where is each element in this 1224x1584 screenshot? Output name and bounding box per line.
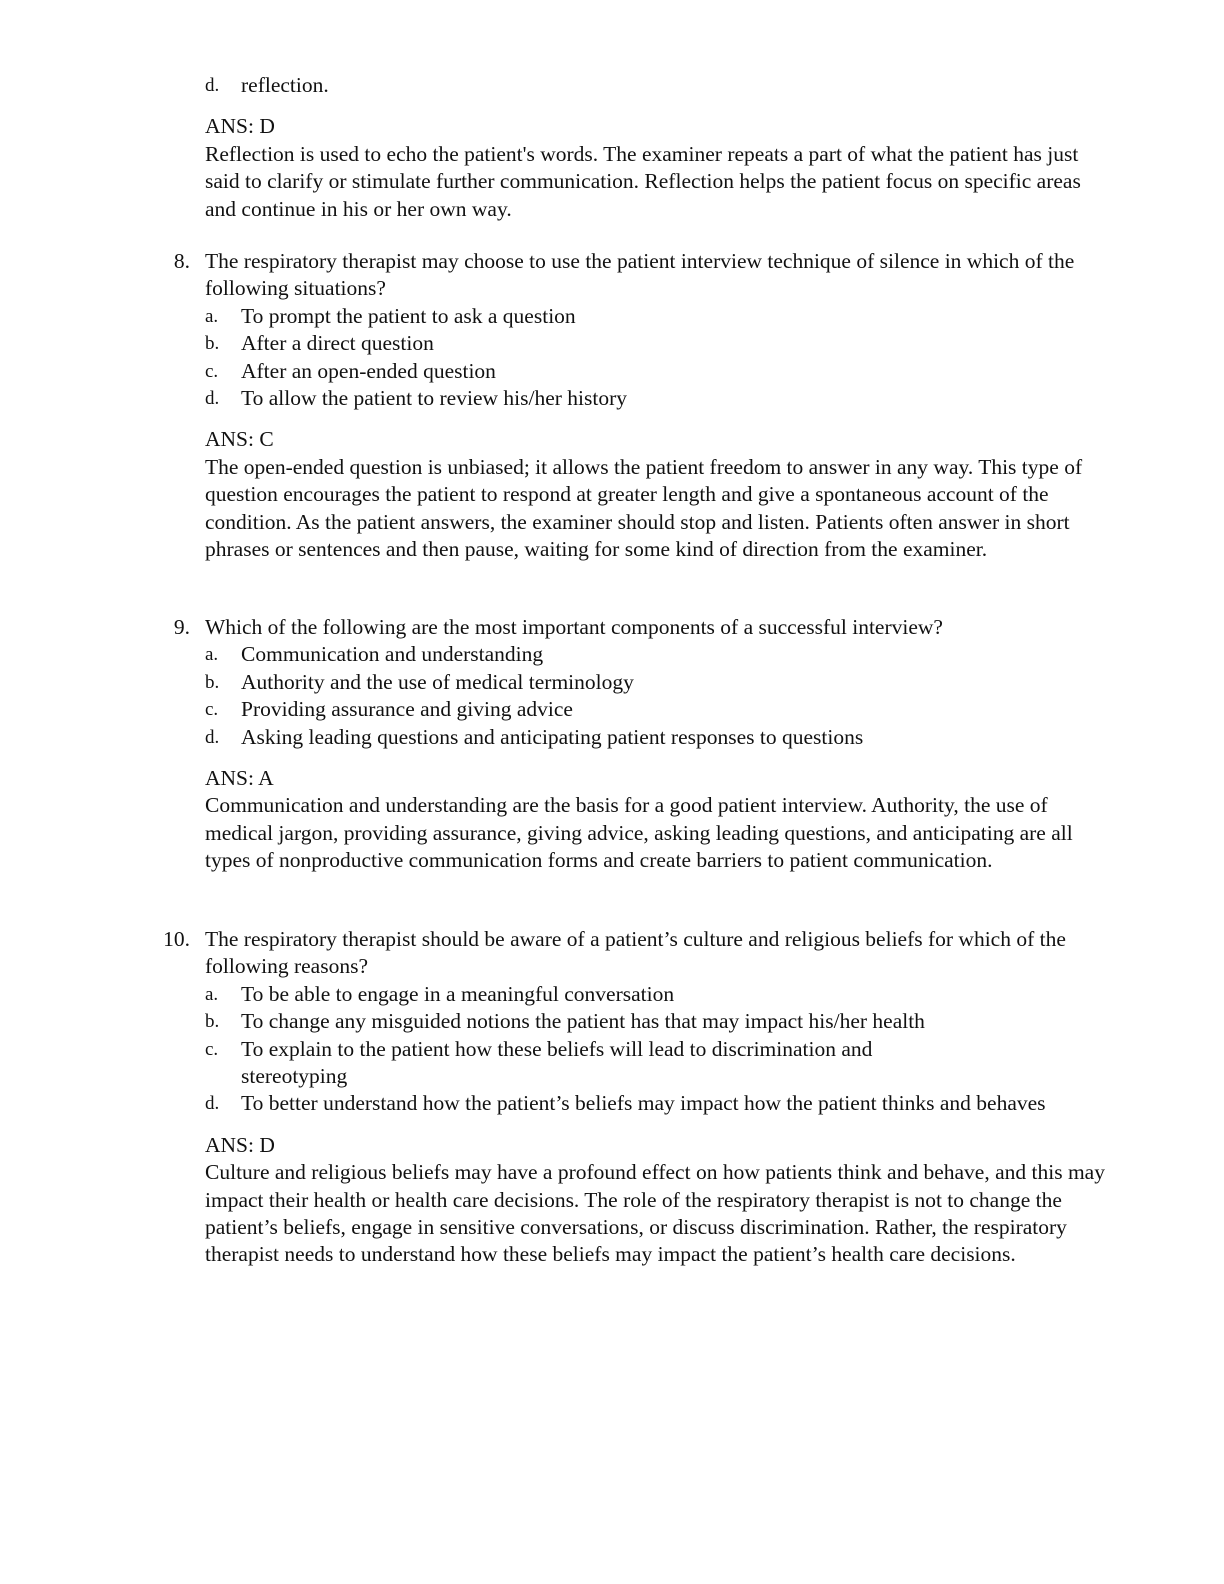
option-text: After a direct question <box>241 331 434 356</box>
prev-question-tail <box>205 72 1115 223</box>
question-10 <box>205 926 1115 1269</box>
option-text: To prompt the patient to ask a question <box>241 303 576 328</box>
option-d <box>205 385 1115 412</box>
rationale: Reflection is used to echo the patient's words. The examiner repeats a part of what the patient has just said to clarify or stimulate further communication. Reflection helps the patient focus on specific areas and continue in his or her own way. <box>205 141 1081 221</box>
option-letter: d. <box>205 1093 220 1115</box>
option-letter: d. <box>205 75 220 96</box>
option-text: To allow the patient to review his/her history <box>241 386 628 411</box>
option-c <box>205 358 1115 385</box>
option-text: Authority and the use of medical terminology <box>241 669 634 694</box>
question-number: 8. <box>173 249 190 273</box>
option-d <box>205 724 1115 751</box>
question-text: Which of the following are the most important components of a successful interview? <box>205 615 943 639</box>
option-letter: a. <box>205 983 219 1005</box>
answer-block <box>205 113 1115 223</box>
option-text: To change any misguided notions the patient has that may impact his/her health <box>241 1009 925 1034</box>
option-letter: d. <box>205 726 220 748</box>
question-9 <box>205 614 1115 875</box>
option-text: Asking leading questions and anticipating patient responses to questions <box>241 724 864 749</box>
question-number: 10. <box>163 927 190 951</box>
option-b <box>205 330 1115 357</box>
answer-block <box>205 1132 1115 1269</box>
option-c <box>205 696 1115 723</box>
option-c <box>205 1036 981 1091</box>
option-letter: b. <box>205 671 220 693</box>
option-text: To be able to engage in a meaningful conversation <box>241 981 675 1006</box>
option-b <box>205 1008 1115 1035</box>
option-letter: c. <box>205 699 219 721</box>
answer-label: ANS: D <box>205 1132 275 1157</box>
answer-label: ANS: C <box>205 427 274 452</box>
option-b <box>205 669 1115 696</box>
option-text: After an open-ended question <box>241 358 496 383</box>
option-letter: d. <box>205 388 220 410</box>
answer-block <box>205 426 1115 563</box>
rationale: The open-ended question is unbiased; it allows the patient freedom to answer in any way. This type of question encourages the patient to respond at greater length and give a spontaneous account of the condition. As the patient answers, the examiner should stop and listen. Patients often answer in short phrases or sentences and then pause, waiting for some kind of direction from the examiner. <box>205 454 1083 562</box>
option-letter: c. <box>205 1038 219 1060</box>
option-text: reflection. <box>241 73 329 97</box>
option-d <box>205 72 1115 99</box>
option-a <box>205 303 1115 330</box>
option-text: Providing assurance and giving advice <box>241 697 573 722</box>
option-letter: a. <box>205 305 219 327</box>
option-letter: a. <box>205 644 219 666</box>
option-text: To better understand how the patient’s beliefs may impact how the patient thinks and behaves <box>241 1091 1046 1116</box>
option-text: Communication and understanding <box>241 642 544 667</box>
option-a <box>205 981 1115 1008</box>
option-d <box>205 1090 1061 1117</box>
rationale: Culture and religious beliefs may have a profound effect on how patients think and behave, and this may impact their health or health care decisions. The role of the respiratory therapist is not to change the patient’s beliefs, engage in sensitive conversations, or discuss discrimination. Rather, the respiratory therapist needs to understand how these beliefs may impact the patient’s health care decisions. <box>205 1160 1105 1267</box>
answer-label: ANS: D <box>205 114 275 139</box>
question-number: 9. <box>173 615 190 639</box>
option-letter: c. <box>205 360 219 382</box>
option-letter: b. <box>205 333 220 355</box>
option-text: To explain to the patient how these beliefs will lead to discrimination and stereotyping <box>241 1036 873 1089</box>
question-8 <box>205 248 1115 563</box>
option-letter: b. <box>205 1011 220 1033</box>
option-a <box>205 641 1115 668</box>
question-text: The respiratory therapist should be aware of a patient’s culture and religious beliefs for which of the following reasons? <box>205 927 1066 979</box>
rationale: Communication and understanding are the basis for a good patient interview. Authority, the use of medical jargon, providing assurance, giving advice, asking leading questions, and anticipating are all types of nonproductive communication forms and create barriers to patient communication. <box>205 793 1073 873</box>
question-text: The respiratory therapist may choose to use the patient interview technique of silence in which of the following situations? <box>205 249 1075 301</box>
answer-block <box>205 765 1115 875</box>
answer-label: ANS: A <box>205 766 274 791</box>
